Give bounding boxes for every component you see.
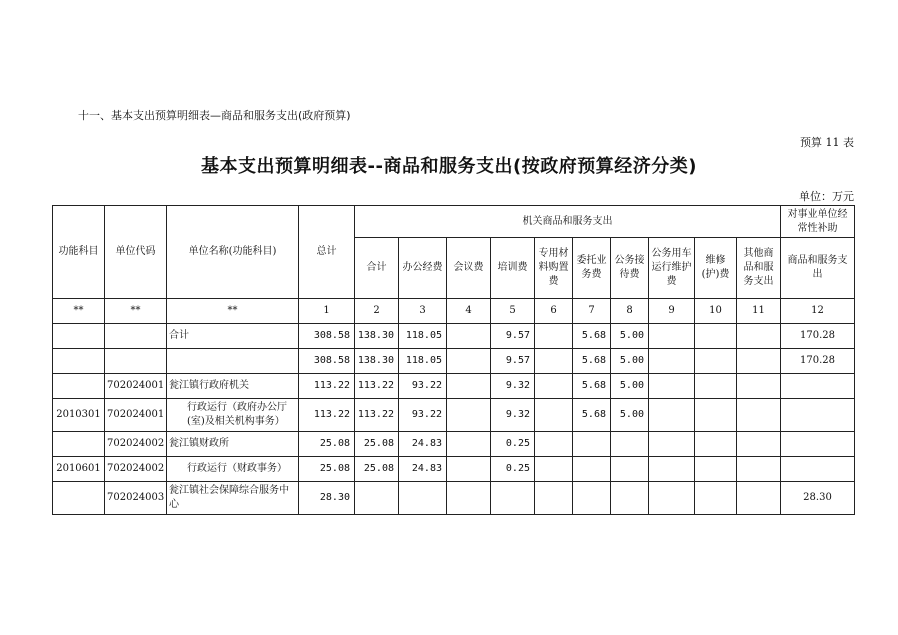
value-cell: 5.00 — [611, 399, 649, 432]
value-cell — [447, 374, 491, 399]
header-col-2: 办公经费 — [399, 238, 447, 299]
total-cell: 113.22 — [299, 399, 355, 432]
value-cell: 138.30 — [355, 324, 399, 349]
unit-label: 单位：万元 — [799, 190, 854, 203]
index-cell: 7 — [573, 299, 611, 324]
value-cell — [649, 432, 695, 457]
value-cell — [573, 457, 611, 482]
value-cell: 24.83 — [399, 432, 447, 457]
unit-code-cell: 702024002 — [105, 432, 167, 457]
page-title: 基本支出预算明细表--商品和服务支出(按政府预算经济分类) — [201, 156, 697, 177]
table-row — [53, 324, 855, 349]
value-cell: 5.68 — [573, 349, 611, 374]
value-cell — [737, 399, 781, 432]
value-cell — [781, 432, 855, 457]
value-cell: 113.22 — [355, 374, 399, 399]
header-col-6: 委托业务费 — [573, 238, 611, 299]
unit-code-cell: 702024002 — [105, 457, 167, 482]
value-cell — [447, 432, 491, 457]
value-cell — [649, 374, 695, 399]
value-cell — [695, 349, 737, 374]
table-row — [53, 457, 855, 482]
value-cell — [649, 457, 695, 482]
unit-name-cell: 瓮江镇财政所 — [167, 432, 299, 457]
value-cell — [649, 324, 695, 349]
value-cell: 25.08 — [355, 432, 399, 457]
value-cell — [695, 482, 737, 515]
func-code-cell — [53, 482, 105, 515]
value-cell — [535, 482, 573, 515]
header-unit-code: 单位代码 — [105, 206, 167, 299]
value-cell: 24.83 — [399, 457, 447, 482]
value-cell: 9.57 — [491, 324, 535, 349]
value-cell — [737, 349, 781, 374]
unit-code-cell: 702024001 — [105, 374, 167, 399]
value-cell — [695, 457, 737, 482]
header-total: 总计 — [299, 206, 355, 299]
func-code-cell — [53, 324, 105, 349]
value-cell — [447, 457, 491, 482]
value-cell — [535, 399, 573, 432]
index-cell: 4 — [447, 299, 491, 324]
value-cell — [781, 374, 855, 399]
index-cell: 11 — [737, 299, 781, 324]
value-cell — [737, 374, 781, 399]
value-cell — [611, 432, 649, 457]
total-cell: 308.58 — [299, 324, 355, 349]
index-cell: 2 — [355, 299, 399, 324]
value-cell — [737, 457, 781, 482]
index-cell: 6 — [535, 299, 573, 324]
header-col-4: 培训费 — [491, 238, 535, 299]
value-cell — [573, 482, 611, 515]
index-cell: 5 — [491, 299, 535, 324]
value-cell: 28.30 — [781, 482, 855, 515]
index-cell: 3 — [399, 299, 447, 324]
unit-name-cell: 行政运行（政府办公厅(室)及相关机构事务） — [167, 399, 299, 432]
index-cell: 1 — [299, 299, 355, 324]
value-cell — [649, 349, 695, 374]
value-cell — [447, 349, 491, 374]
value-cell: 5.68 — [573, 399, 611, 432]
index-cell: 9 — [649, 299, 695, 324]
value-cell: 5.00 — [611, 374, 649, 399]
value-cell — [399, 482, 447, 515]
value-cell: 118.05 — [399, 349, 447, 374]
total-cell: 113.22 — [299, 374, 355, 399]
value-cell — [695, 324, 737, 349]
func-code-cell: 2010601 — [53, 457, 105, 482]
value-cell — [737, 432, 781, 457]
value-cell: 118.05 — [399, 324, 447, 349]
header-col-1: 合计 — [355, 238, 399, 299]
index-cell: 12 — [781, 299, 855, 324]
total-cell: 28.30 — [299, 482, 355, 515]
index-cell: ** — [167, 299, 299, 324]
value-cell — [491, 482, 535, 515]
value-cell: 25.08 — [355, 457, 399, 482]
value-cell — [695, 399, 737, 432]
func-code-cell: 2010301 — [53, 399, 105, 432]
value-cell — [695, 374, 737, 399]
value-cell — [447, 324, 491, 349]
value-cell — [535, 324, 573, 349]
value-cell: 170.28 — [781, 324, 855, 349]
value-cell: 93.22 — [399, 399, 447, 432]
header-col-10: 其他商品和服务支出 — [737, 238, 781, 299]
total-cell: 25.08 — [299, 432, 355, 457]
index-cell: ** — [105, 299, 167, 324]
value-cell: 0.25 — [491, 457, 535, 482]
unit-name-cell: 瓮江镇社会保障综合服务中心 — [167, 482, 299, 515]
value-cell — [355, 482, 399, 515]
value-cell — [535, 457, 573, 482]
value-cell — [535, 374, 573, 399]
header-col-5: 专用材料购置费 — [535, 238, 573, 299]
table-row — [53, 349, 855, 374]
header-col-9: 维修(护)费 — [695, 238, 737, 299]
index-cell: 10 — [695, 299, 737, 324]
unit-name-cell: 合计 — [167, 324, 299, 349]
value-cell — [611, 482, 649, 515]
table-row — [53, 482, 855, 515]
value-cell: 113.22 — [355, 399, 399, 432]
unit-code-cell: 702024003 — [105, 482, 167, 515]
budget-table — [52, 205, 855, 515]
value-cell: 170.28 — [781, 349, 855, 374]
value-cell — [737, 482, 781, 515]
table-reference: 预算 11 表 — [800, 136, 854, 149]
header-col-8: 公务用车运行维护费 — [649, 238, 695, 299]
value-cell — [535, 349, 573, 374]
value-cell: 5.68 — [573, 374, 611, 399]
unit-name-cell: 瓮江镇行政府机关 — [167, 374, 299, 399]
header-col-11: 商品和服务支出 — [781, 238, 855, 299]
func-code-cell — [53, 349, 105, 374]
table-row — [53, 432, 855, 457]
value-cell: 9.32 — [491, 374, 535, 399]
index-cell: 8 — [611, 299, 649, 324]
value-cell: 5.00 — [611, 349, 649, 374]
func-code-cell — [53, 374, 105, 399]
value-cell — [447, 399, 491, 432]
header-group-sub: 对事业单位经常性补助 — [781, 206, 855, 238]
value-cell: 138.30 — [355, 349, 399, 374]
value-cell — [573, 432, 611, 457]
section-caption: 十一、基本支出预算明细表—商品和服务支出(政府预算) — [78, 109, 351, 122]
value-cell — [781, 457, 855, 482]
value-cell — [781, 399, 855, 432]
header-group-main: 机关商品和服务支出 — [355, 206, 781, 238]
total-cell: 308.58 — [299, 349, 355, 374]
func-code-cell — [53, 432, 105, 457]
header-func-code: 功能科目 — [53, 206, 105, 299]
header-col-7: 公务接待费 — [611, 238, 649, 299]
value-cell: 9.32 — [491, 399, 535, 432]
value-cell: 93.22 — [399, 374, 447, 399]
total-cell: 25.08 — [299, 457, 355, 482]
value-cell — [695, 432, 737, 457]
unit-name-cell: 行政运行（财政事务） — [167, 457, 299, 482]
table-row — [53, 399, 855, 432]
value-cell: 0.25 — [491, 432, 535, 457]
value-cell: 5.68 — [573, 324, 611, 349]
header-unit-name: 单位名称(功能科目) — [167, 206, 299, 299]
unit-code-cell — [105, 349, 167, 374]
value-cell — [737, 324, 781, 349]
value-cell — [649, 399, 695, 432]
table-row — [53, 374, 855, 399]
value-cell: 9.57 — [491, 349, 535, 374]
value-cell — [535, 432, 573, 457]
value-cell — [649, 482, 695, 515]
value-cell — [611, 457, 649, 482]
index-cell: ** — [53, 299, 105, 324]
unit-name-cell — [167, 349, 299, 374]
header-col-3: 会议费 — [447, 238, 491, 299]
unit-code-cell — [105, 324, 167, 349]
value-cell: 5.00 — [611, 324, 649, 349]
unit-code-cell: 702024001 — [105, 399, 167, 432]
value-cell — [447, 482, 491, 515]
